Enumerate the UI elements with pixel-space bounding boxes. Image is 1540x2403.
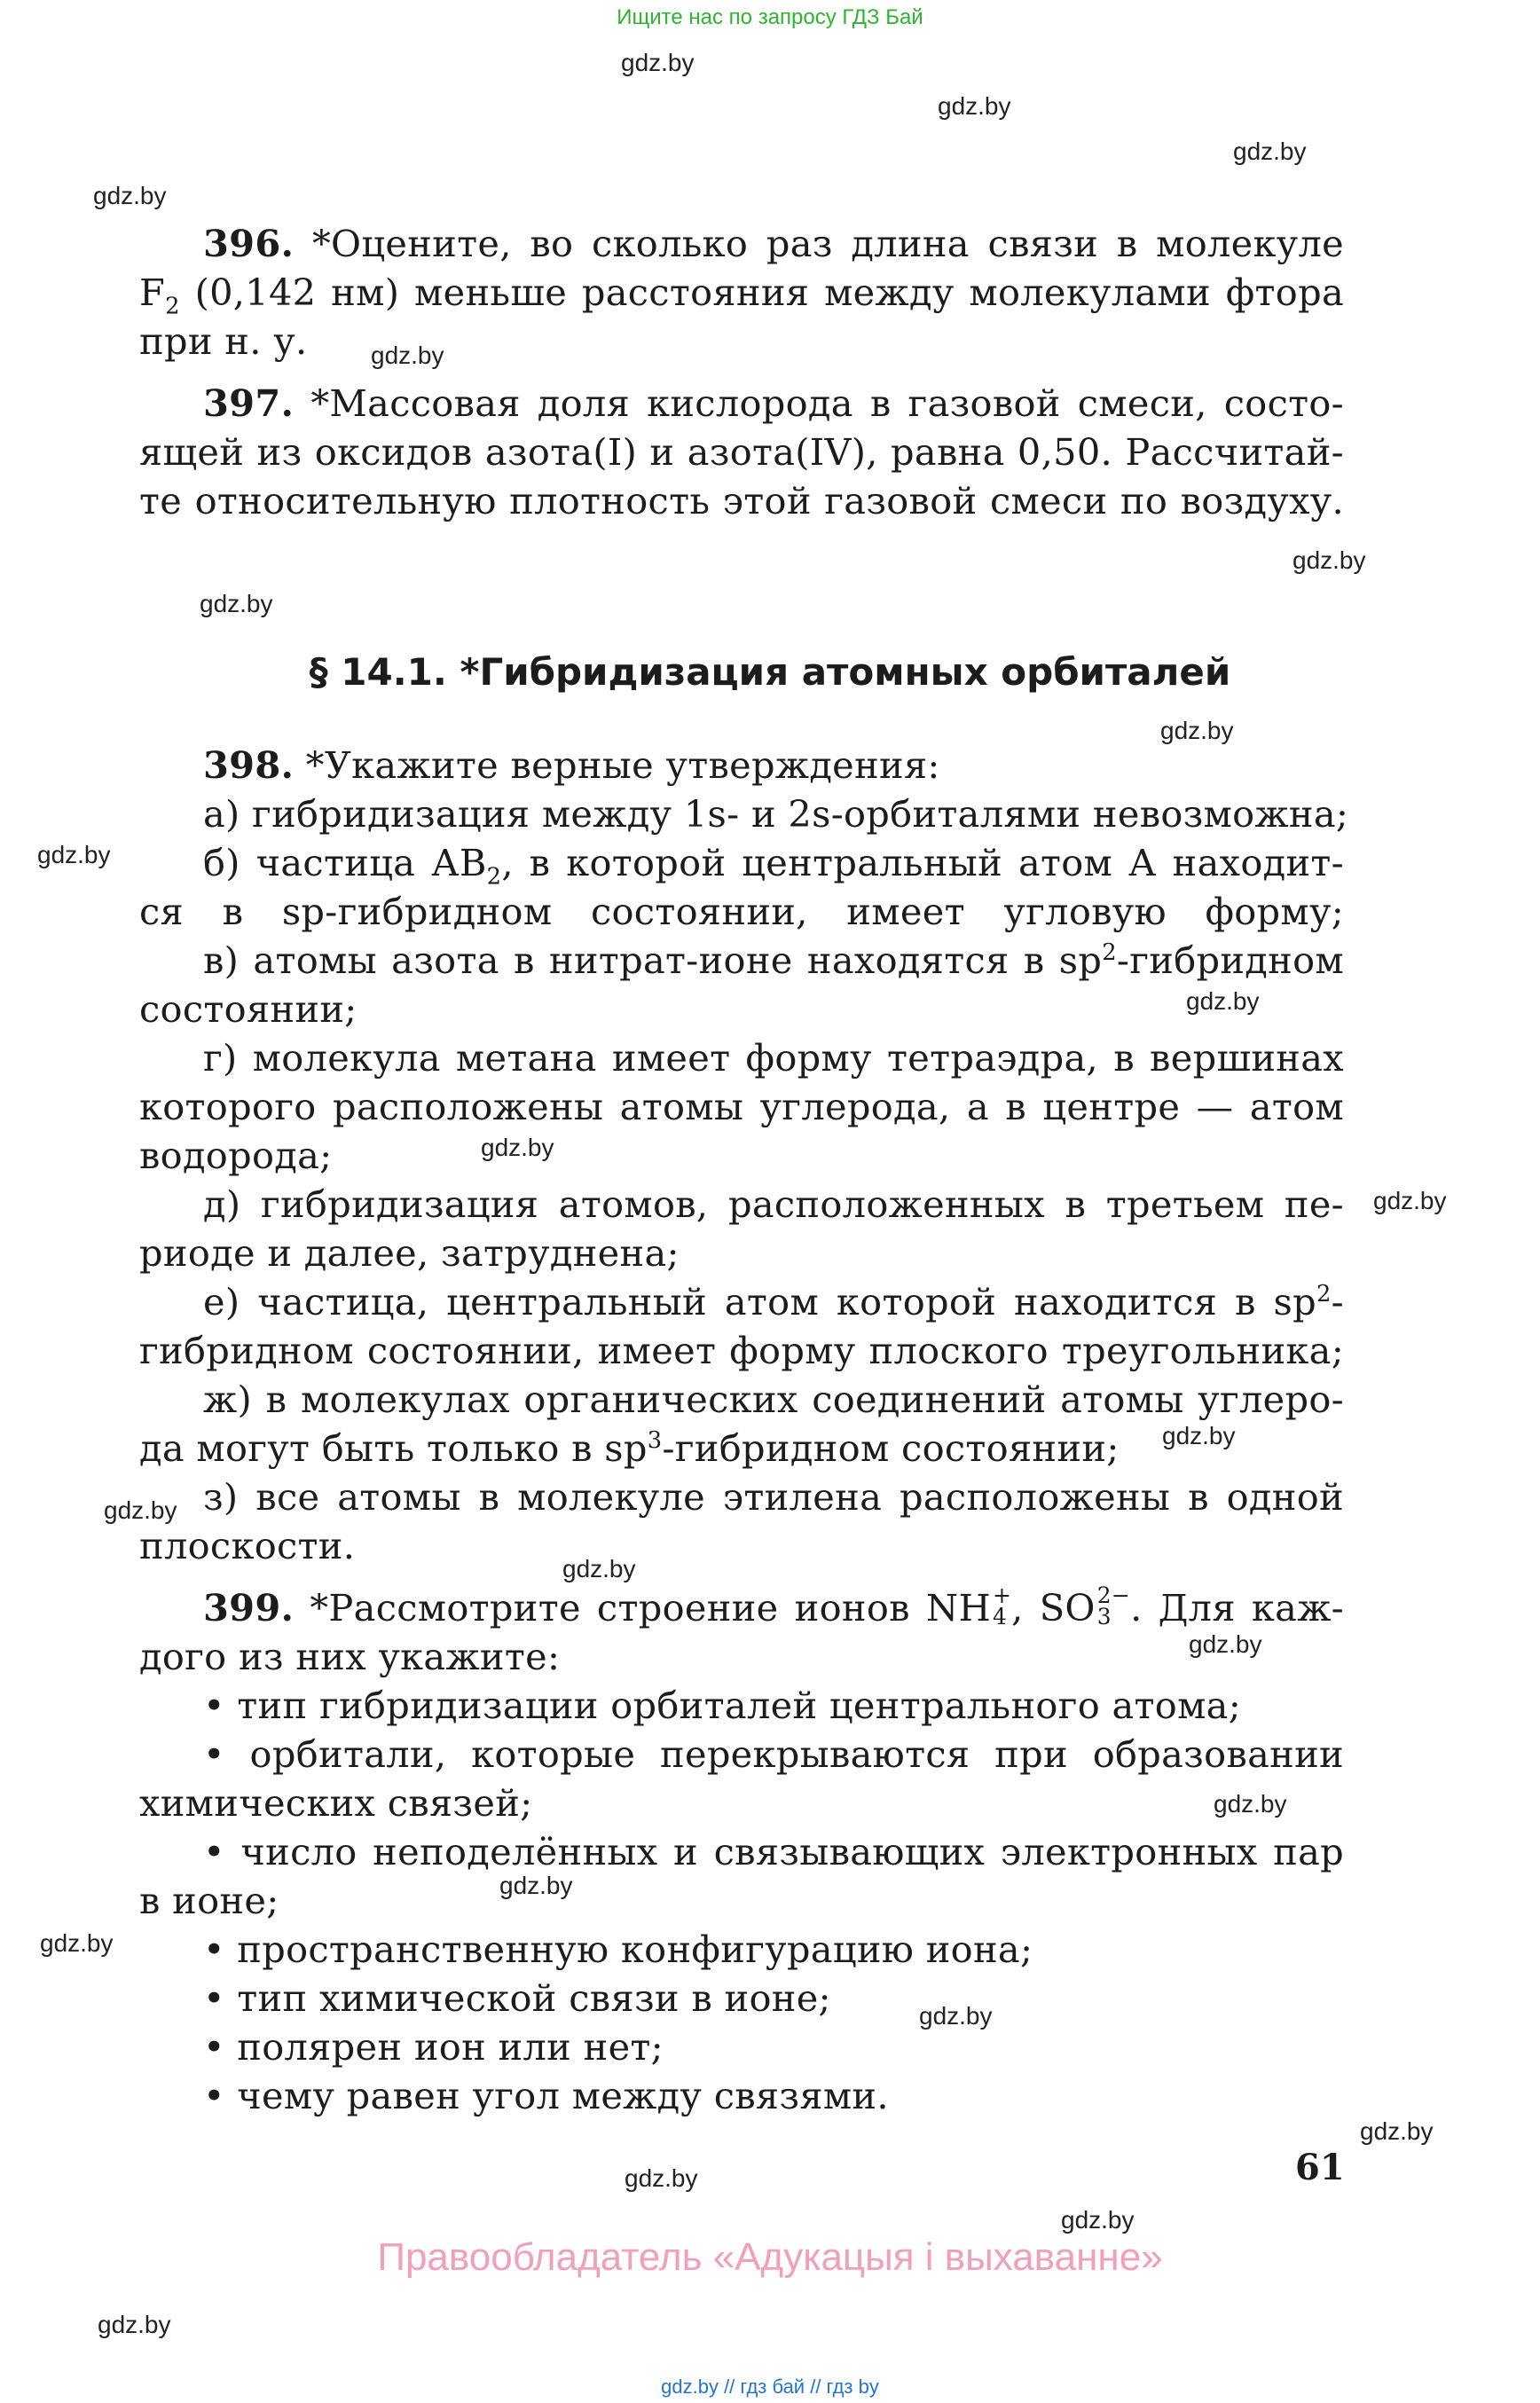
watermark: gdz.by — [1186, 987, 1260, 1015]
watermark: gdz.by — [938, 92, 1011, 120]
q399-bullet-3-1: • число неподелённых и связывающих электронных пар — [203, 1830, 1344, 1873]
q398-text: -гибридном состоянии; — [662, 1426, 1120, 1470]
watermark: gdz.by — [1292, 546, 1366, 574]
watermark: gdz.by — [104, 1496, 177, 1524]
q398-item-z-2: плоскости. — [139, 1524, 356, 1567]
q399-line-2: дого из них укажите: — [139, 1635, 561, 1678]
q397-line-1 — [203, 379, 1344, 428]
q398-text: , в которой центральный атом А находит- — [501, 841, 1344, 884]
q399-text: *Рассмотрите строение ионов NH — [310, 1586, 991, 1629]
copyright-notice: Правообладатель «Адукацыя і выхаванне» — [377, 2235, 1163, 2279]
q398-text: -гибридном — [1116, 938, 1344, 982]
subscript: 2 — [165, 293, 180, 320]
superscript: 3 — [647, 1427, 663, 1455]
watermark: gdz.by — [37, 841, 111, 868]
watermark: gdz.by — [1061, 2206, 1135, 2234]
q398-item-zh-2 — [139, 1424, 1344, 1473]
watermark: gdz.by — [1373, 1187, 1447, 1214]
watermark: gdz.by — [1189, 1630, 1262, 1658]
q396-text: *Оцените, во сколько раз длина связи в молекуле — [311, 222, 1344, 265]
q399-bullet-2-1: • орбитали, которые перекрываются при образовании — [203, 1732, 1344, 1776]
q398-item-d-2: риоде и далее, затруднена; — [139, 1231, 680, 1275]
watermark: gdz.by — [625, 2164, 698, 2192]
watermark: gdz.by — [93, 182, 167, 209]
watermark: gdz.by — [621, 49, 695, 76]
q398-text: *Укажите верные утверждения: — [305, 743, 940, 787]
q399-bullet-7: • чему равен угол между связями. — [203, 2074, 889, 2117]
q398-item-v-1 — [203, 936, 1344, 986]
question-number: 396. — [203, 222, 295, 265]
q398-item-b-2: ся в sp-гибридном состоянии, имеет угловую форму; — [139, 890, 1344, 933]
q399-text: . Для каж- — [1130, 1586, 1344, 1629]
q396-text: (0,142 нм) меньше расстояния между молекулами фтора — [179, 271, 1344, 314]
watermark: gdz.by — [40, 1929, 114, 1957]
q398-item-g-1: г) молекула метана имеет форму тетраэдра, в вершинах — [203, 1036, 1344, 1080]
subscript: 2 — [486, 863, 502, 891]
question-number: 397. — [203, 381, 295, 425]
watermark: gdz.by — [562, 1555, 636, 1582]
q396-line-3: при н. у. — [139, 319, 308, 363]
q399-bullet-5: • тип химической связи в ионе; — [203, 1976, 831, 2020]
q398-item-zh-1: ж) в молекулах органических соединений атомы углеро- — [203, 1378, 1344, 1421]
q398-text: да могут быть только в sp — [139, 1426, 648, 1470]
q398-text: б) частица АВ — [203, 841, 487, 884]
watermark: gdz.by — [1233, 137, 1307, 165]
q398-line-intro — [203, 741, 1344, 790]
watermark: gdz.by — [371, 342, 444, 369]
watermark: gdz.by — [98, 2311, 171, 2338]
q398-text: е) частица, центральный атом которой находится в sp — [203, 1280, 1316, 1323]
superscript: 2 — [1316, 1281, 1332, 1308]
q399-line-1 — [203, 1583, 1344, 1633]
q399-bullet-2-2: химических связей; — [139, 1781, 533, 1825]
q398-item-g-2: которого расположены атомы углерода, а в центре — атом — [139, 1085, 1344, 1128]
question-number: 399. — [203, 1586, 295, 1629]
q398-item-a: а) гибридизация между 1s- и 2s-орбиталями невозможна; — [203, 792, 1349, 836]
top-banner: Ищите нас по запросу ГДЗ Бай — [617, 5, 923, 29]
q399-bullet-1: • тип гибридизации орбиталей центрального атома; — [203, 1684, 1241, 1727]
watermark: gdz.by — [1160, 717, 1234, 744]
page-number: 61 — [1295, 2147, 1345, 2188]
q398-item-b-1 — [203, 838, 1344, 891]
q396-line-1 — [203, 219, 1344, 269]
charge-index: 2− 3 — [1096, 1582, 1131, 1629]
q398-item-e-1 — [203, 1277, 1344, 1327]
q398-item-z-1: з) все атомы в молекуле этилена расположены в одной — [203, 1475, 1344, 1519]
footer-links[interactable]: gdz.by // гдз бай // гдз by — [661, 2376, 879, 2398]
q398-item-e-2: гибридном состоянии, имеет форму плоского треугольника; — [139, 1329, 1344, 1372]
formula: F — [139, 271, 166, 314]
question-number: 398. — [203, 743, 295, 787]
q396-line-2 — [139, 268, 1344, 318]
watermark: gdz.by — [200, 590, 273, 617]
watermark: gdz.by — [1360, 2117, 1434, 2145]
charge-index: + 4 — [992, 1582, 1012, 1629]
superscript: 2 — [1102, 939, 1117, 967]
watermark: gdz.by — [919, 2002, 993, 2030]
q397-line-2: ящей из оксидов азота(I) и азота(IV), равна 0,50. Рассчитай- — [139, 430, 1344, 474]
watermark: gdz.by — [1162, 1422, 1236, 1449]
q399-bullet-6: • полярен ион или нет; — [203, 2025, 664, 2069]
q397-line-3: те относительную плотность этой газовой смеси по воздуху. — [139, 479, 1344, 522]
q398-text: в) атомы азота в нитрат-ионе находятся в sp — [203, 938, 1103, 982]
watermark: gdz.by — [481, 1134, 554, 1161]
q397-text: *Массовая доля кислорода в газовой смеси, состо- — [310, 381, 1344, 425]
watermark: gdz.by — [1214, 1790, 1287, 1818]
section-heading: § 14.1. *Гибридизация атомных орбиталей — [309, 650, 1231, 694]
q399-bullet-3-2: в ионе; — [139, 1879, 279, 1922]
watermark: gdz.by — [499, 1872, 573, 1899]
q399-bullet-4: • пространственную конфигурацию иона; — [203, 1928, 1033, 1971]
q399-text: , SO — [1011, 1586, 1096, 1629]
q398-item-d-1: д) гибридизация атомов, расположенных в третьем пе- — [203, 1182, 1344, 1226]
q398-item-v-2: состоянии; — [139, 987, 358, 1031]
q398-text: - — [1331, 1280, 1344, 1323]
q398-item-g-3: водорода; — [139, 1134, 333, 1177]
